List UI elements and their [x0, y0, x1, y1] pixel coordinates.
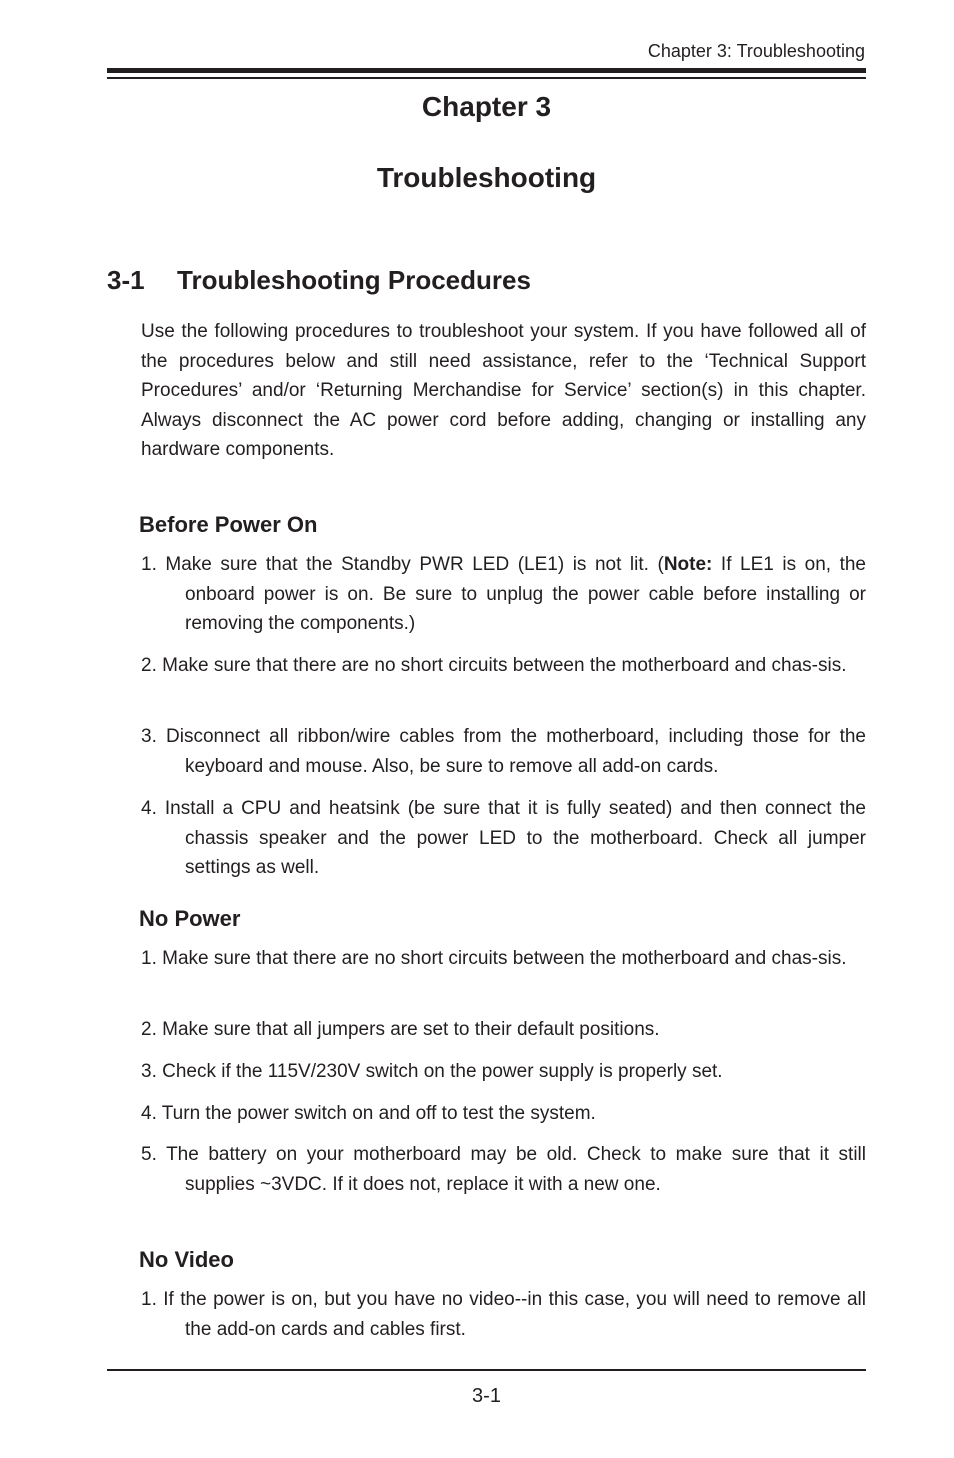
section-title: Troubleshooting Procedures: [177, 265, 531, 295]
list-item: 3. Disconnect all ribbon/wire cables from the motherboard, including those for the keyboard and mouse. Also, be sure to remove all add-on cards.: [141, 726, 866, 777]
list-item-text: 1. Make sure that the Standby PWR LED (LE1) is not lit. (: [141, 554, 664, 575]
list-item: 1. If the power is on, but you have no video--in this case, you will need to remove all the add-on cards and cables first.: [141, 1289, 866, 1340]
page-number: 3-1: [472, 1385, 501, 1407]
list-item: 1. Make sure that there are no short circuits between the motherboard and chas-sis.: [141, 948, 847, 969]
header-rule-thick: [107, 68, 866, 73]
subheading-before-power-on: Before Power On: [139, 512, 318, 537]
list-item: 4. Turn the power switch on and off to test the system.: [141, 1103, 596, 1124]
subheading-no-video: No Video: [139, 1247, 234, 1272]
running-header: Chapter 3: Troubleshooting: [647, 41, 865, 61]
list-item: 2. Make sure that there are no short circuits between the motherboard and chas-sis.: [141, 655, 847, 676]
header-rule-thin: [107, 77, 866, 79]
list-item: 4. Install a CPU and heatsink (be sure that it is fully seated) and then connect the chassis speaker and the power LED to the motherboard. Check all jumper settings as well.: [141, 798, 866, 878]
section-heading: [107, 264, 531, 296]
list-item: 2. Make sure that all jumpers are set to their default positions.: [141, 1019, 660, 1040]
subheading-no-power: No Power: [139, 906, 241, 931]
intro-paragraph: Use the following procedures to troubleshoot your system. If you have followed all of the procedures below and still need assistance, refer to the ‘Technical Support Procedures’ and/or ‘Returning Merchandise for Service’ section(s) in this chapter. Always disconnect the AC power cord before adding, changing or installing any hardware components.: [141, 321, 866, 460]
chapter-number: Chapter 3: [421, 91, 552, 122]
section-number: 3-1: [107, 265, 145, 295]
list-item-text: If LE1 is on, the onboard power is on. Be sure to unplug the power cable before installing or removing the components.): [185, 554, 866, 634]
list-item: [141, 550, 866, 639]
footer-rule: [107, 1369, 866, 1371]
list-item: 5. The battery on your motherboard may be old. Check to make sure that it still supplies ~3VDC. If it does not, replace it with a new one.: [141, 1144, 866, 1195]
chapter-title: Troubleshooting: [376, 162, 597, 193]
note-label: Note:: [663, 554, 713, 575]
list-item: 3. Check if the 115V/230V switch on the power supply is properly set.: [141, 1061, 723, 1082]
